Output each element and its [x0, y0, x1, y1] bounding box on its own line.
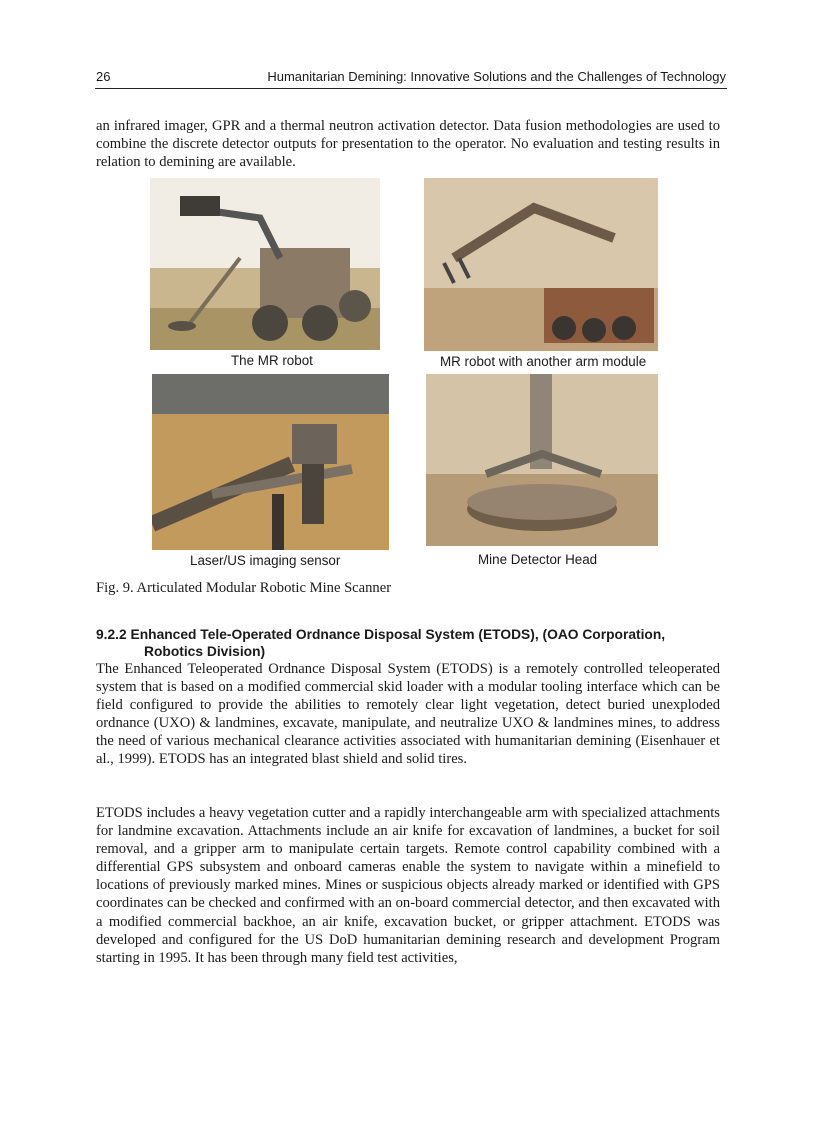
page-number: 26	[96, 69, 111, 84]
caption-mr-robot-arm-module: MR robot with another arm module	[440, 354, 647, 369]
caption-mine-detector-head: Mine Detector Head	[478, 552, 598, 567]
intro-paragraph: an infrared imager, GPR and a thermal neutron activation detector. Data fusion methodologies are used to combine the discrete detector outputs for presentation to the operator. No evaluation and testing results in relation to demining are available.	[96, 118, 720, 171]
caption-mr-robot: The MR robot	[231, 353, 313, 368]
figure-caption: Fig. 9. Articulated Modular Robotic Mine Scanner	[96, 580, 392, 596]
caption-laser-us-imaging-sensor: Laser/US imaging sensor	[190, 553, 341, 568]
section-heading	[96, 626, 736, 660]
section-heading-line2: Robotics Division)	[144, 644, 266, 659]
body-paragraph: ETODS includes a heavy vegetation cutter and a rapidly interchangeable arm with specialized attachments for landmine excavation. Attachments include an air knife for excavation of landmines, a bucket for soil removal, and a gripper arm to manipulate certain targets. Remote control capability combined with a differential GPS subsystem and onboard cameras enable the system to navigate within a minefield to locations of previously marked mines. Mines or suspicious objects already marked or identified with GPS coordinates can be checked and confirmed with an on-board commercial detector, and then excavated with a modified commercial backhoe, an air knife, excavation bucket, or gripper attachment. ETODS was developed and configured for the US DoD humanitarian demining research and development Program starting in 1995. It has been through many field test activities,	[96, 805, 720, 966]
photo-mr-robot	[150, 178, 380, 350]
running-header	[95, 68, 727, 89]
body-paragraph: The Enhanced Teleoperated Ordnance Disposal System (ETODS) is a remotely controlled teleoperated system that is based on a modified commercial skid loader with a modular tooling interface which can be field configured to provide the abilities to remotely clear light vegetation, detect buried unexploded ordnance (UXO) & landmines, excavate, manipulate, and neutralize UXO & landmines mines, to address the need of various mechanical clearance activities associated with humanitarian demining (Eisenhauer et al., 1999). ETODS has an integrated blast shield and solid tires.	[96, 661, 720, 768]
section-heading-line1: 9.2.2 Enhanced Tele-Operated Ordnance Disposal System (ETODS), (OAO Corporation,	[96, 627, 666, 642]
running-title: Humanitarian Demining: Innovative Solutions and the Challenges of Technology	[267, 69, 726, 84]
photo-laser-us-imaging-sensor	[152, 374, 389, 550]
photo-mr-robot-arm-module	[424, 178, 658, 351]
photo-mine-detector-head	[426, 374, 658, 546]
